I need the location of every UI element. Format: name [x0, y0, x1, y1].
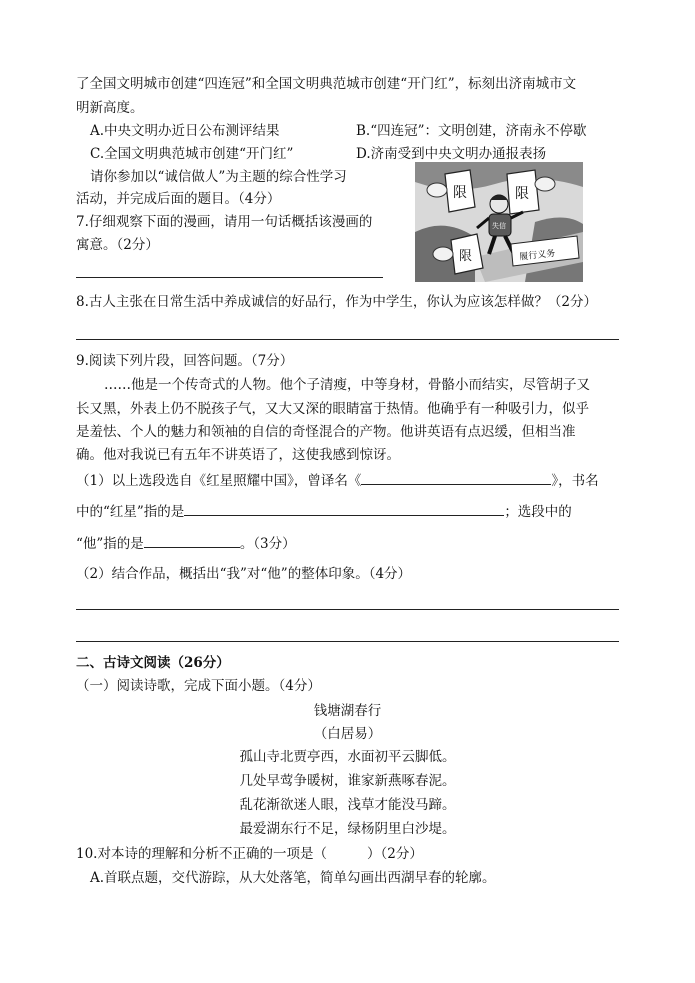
q8-text: 8.古人主张在日常生活中养成诚信的好品行，作为中学生，你认为应该怎样做？（2分） — [76, 294, 597, 310]
sign-right-text: 限 — [515, 186, 529, 202]
q7-text-line2: 寓意。（2分） — [76, 237, 159, 253]
q9-sub1-line3 — [76, 534, 296, 553]
q9-sub2-text: （2）结合作品，概括出“我”对“他”的整体印象。（4分） — [76, 566, 412, 582]
q6-text-line2: 明新高度。 — [76, 100, 144, 116]
banner-text: 履行义务 — [518, 248, 556, 263]
q10-stem-text: 10.对本诗的理解和分析不正确的一项是（ — [76, 846, 327, 862]
sign-bottom-text: 限 — [459, 249, 473, 264]
restriction-sign-right — [507, 170, 539, 214]
he-identity-blank[interactable] — [144, 534, 240, 548]
integrity-cartoon-image — [415, 162, 583, 282]
q9-he-prompt: “他”指的是 — [76, 536, 144, 552]
activity-intro-line2: 活动，并完成后面的题目。（4分） — [76, 191, 281, 207]
section2-part1-instruction: （一）阅读诗歌，完成下面小题。（4分） — [76, 678, 321, 694]
sign-left-text: 限 — [453, 185, 467, 201]
former-title-blank[interactable] — [361, 471, 551, 485]
q7-text-line1: 7.仔细观察下面的漫画，请用一句话概括该漫画的 — [76, 214, 373, 230]
activity-intro-line1: 请你参加以“诚信做人”为主题的综合性学习 — [90, 169, 347, 185]
restriction-sign-bottom — [451, 234, 483, 274]
q6-option-b: B.“四连冠”：文明创建，济南永不停歇 — [356, 123, 587, 139]
q6-text-line1: 了全国文明城市创建“四连冠”和全国文明典范城市创建“开门红”，标刻出济南城市文 — [76, 76, 577, 92]
q6-option-c: C.全国文明典范城市创建“开门红” — [90, 146, 294, 162]
q9-sub1-prefix: （1）以上选段选自《红星照耀中国》，曾译名《 — [76, 473, 362, 489]
q9-red-star-prompt: 中的“红星”指的是 — [76, 504, 185, 520]
poem-line: 最爱湖东行不足，绿杨阴里白沙堤。 — [239, 821, 456, 837]
restriction-sign-left — [445, 170, 475, 212]
q9-sub2-answer-line2[interactable] — [76, 641, 619, 642]
q10-score: ）（2分） — [366, 846, 423, 862]
q10-option-a: A.首联点题，交代游踪，从大处落笔，简单勾画出西湖早春的轮廓。 — [90, 870, 496, 886]
q9-sub1-continue: ；选段中的 — [504, 504, 572, 520]
q9-passage-line4: 确。他对我说已有五年不讲英语了，这使我感到惊讶。 — [76, 447, 400, 463]
q8-answer-line[interactable] — [76, 339, 619, 340]
poem-line: 孤山寺北贾亭西，水面初平云脚低。 — [239, 749, 456, 765]
q9-heading: 9.阅读下列片段，回答问题。（7分） — [76, 353, 294, 369]
q7-answer-line[interactable] — [76, 277, 383, 278]
q9-sub1-suffix: 》，书名 — [551, 473, 599, 489]
q9-sub2-answer-line1[interactable] — [76, 609, 619, 610]
poem-author: （白居易） — [313, 726, 382, 742]
q9-sub1-score: 。（3分） — [239, 536, 296, 552]
poem-line: 几处早莺争暖树，谁家新燕啄春泥。 — [239, 773, 456, 789]
section2-heading: 二、古诗文阅读（26分） — [76, 655, 230, 671]
shirt-label: 失信 — [492, 222, 506, 230]
q9-passage-line2: 长又黑，外表上仍不脱孩子气，又大又深的眼睛富于热情。他确乎有一种吸引力，似乎 — [76, 401, 589, 417]
q9-sub1-line1 — [76, 471, 599, 490]
q10-stem — [76, 845, 423, 863]
q9-sub1-line2 — [76, 502, 572, 521]
q6-option-a: A.中央文明办近日公布测评结果 — [90, 123, 280, 139]
q9-passage-line1: ……他是一个传奇式的人物。他个子清瘦，中等身材，骨骼小而结实，尽管胡子又 — [104, 377, 590, 393]
red-star-meaning-blank[interactable] — [184, 502, 504, 516]
poem-title: 钱塘湖春行 — [313, 703, 382, 719]
poem-line: 乱花渐欲迷人眼，浅草才能没马蹄。 — [239, 797, 456, 813]
q9-passage-line3: 是羞怯、个人的魅力和领袖的自信的奇怪混合的产物。他讲英语有点迟缓，但相当准 — [76, 424, 576, 440]
q6-option-d: D.济南受到中央文明办通报表扬 — [356, 146, 547, 162]
